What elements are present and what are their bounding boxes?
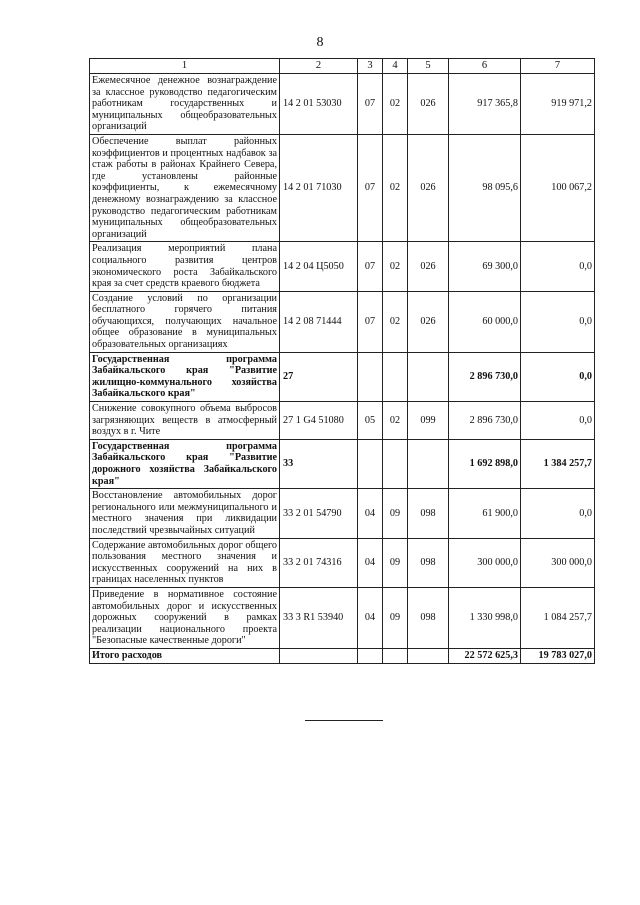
- cell-code: 14 2 04 Ц5050: [280, 242, 358, 291]
- cell-c3: 07: [358, 74, 383, 135]
- cell-c4: 02: [383, 134, 408, 241]
- header-row: [90, 59, 595, 74]
- footer-rule: [305, 720, 383, 721]
- cell-c3: 07: [358, 242, 383, 291]
- header-cell: 4: [383, 59, 408, 74]
- cell-name: Реализация мероприятий плана социального развития центров экономического роста Забайкальского края за счет средств краевого бюджета: [90, 242, 280, 291]
- cell-v6: 98 095,6: [449, 134, 521, 241]
- cell-v7: 1 084 257,7: [521, 587, 595, 648]
- cell-v6: 2 896 730,0: [449, 352, 521, 401]
- cell-c4: 02: [383, 402, 408, 440]
- cell-code: 27: [280, 352, 358, 401]
- total-row: [90, 648, 595, 663]
- cell-c4: [383, 439, 408, 488]
- cell-v6: 2 896 730,0: [449, 402, 521, 440]
- header-cell: 3: [358, 59, 383, 74]
- cell-c4: 09: [383, 489, 408, 538]
- table-row: [90, 538, 595, 587]
- cell-code: 33 2 01 74316: [280, 538, 358, 587]
- cell-code: 33 3 R1 53940: [280, 587, 358, 648]
- cell-code: 33 2 01 54790: [280, 489, 358, 538]
- cell-c5: 098: [408, 538, 449, 587]
- cell-v6: 300 000,0: [449, 538, 521, 587]
- cell-code: 33: [280, 439, 358, 488]
- page-number: 8: [316, 35, 324, 50]
- header-cell: 5: [408, 59, 449, 74]
- table-row: [90, 291, 595, 352]
- budget-table: [89, 58, 595, 664]
- cell-c3: 04: [358, 538, 383, 587]
- cell-c3: [358, 439, 383, 488]
- cell-v7: 0,0: [521, 242, 595, 291]
- cell-name: Создание условий по организации бесплатного горячего питания обучающихся, получающих начальное общее образование в муниципальных образовательных организациях: [90, 291, 280, 352]
- cell-v7: 0,0: [521, 352, 595, 401]
- table-row: [90, 74, 595, 135]
- table-row: [90, 439, 595, 488]
- table-row: [90, 134, 595, 241]
- cell-v6: 1 330 998,0: [449, 587, 521, 648]
- cell-name: Ежемесячное денежное вознаграждение за классное руководство педагогическим работникам государственных и муниципальных общеобразовательных организаций: [90, 74, 280, 135]
- cell-c4: 02: [383, 291, 408, 352]
- cell-name: Государственная программа Забайкальского края "Развитие дорожного хозяйства Забайкальского края": [90, 439, 280, 488]
- total-cell: 19 783 027,0: [521, 648, 595, 663]
- cell-v6: 1 692 898,0: [449, 439, 521, 488]
- cell-c5: 026: [408, 74, 449, 135]
- empty-cell: [408, 648, 449, 663]
- cell-v7: 100 067,2: [521, 134, 595, 241]
- table-row: [90, 242, 595, 291]
- cell-v7: 1 384 257,7: [521, 439, 595, 488]
- cell-v7: 0,0: [521, 489, 595, 538]
- cell-v7: 0,0: [521, 402, 595, 440]
- cell-code: 14 2 01 71030: [280, 134, 358, 241]
- cell-v7: 919 971,2: [521, 74, 595, 135]
- cell-c5: 026: [408, 134, 449, 241]
- header-cell: 2: [280, 59, 358, 74]
- cell-c4: 09: [383, 587, 408, 648]
- cell-c4: 02: [383, 74, 408, 135]
- cell-c5: 026: [408, 242, 449, 291]
- cell-c4: 09: [383, 538, 408, 587]
- cell-c3: [358, 352, 383, 401]
- cell-v7: 300 000,0: [521, 538, 595, 587]
- cell-name: Снижение совокупного объема выбросов загрязняющих веществ в атмосферный воздух в г. Чите: [90, 402, 280, 440]
- table-row: [90, 402, 595, 440]
- cell-c5: 026: [408, 291, 449, 352]
- cell-c3: 07: [358, 291, 383, 352]
- cell-v7: 0,0: [521, 291, 595, 352]
- cell-c5: [408, 439, 449, 488]
- cell-code: 14 2 08 71444: [280, 291, 358, 352]
- cell-c3: 05: [358, 402, 383, 440]
- table-row: [90, 352, 595, 401]
- cell-code: 27 1 G4 51080: [280, 402, 358, 440]
- cell-c4: [383, 352, 408, 401]
- cell-name: Содержание автомобильных дорог общего пользования местного значения и искусственных сооружений на них в границах населенных пунктов: [90, 538, 280, 587]
- header-cell: 7: [521, 59, 595, 74]
- cell-c5: 098: [408, 587, 449, 648]
- total-cell: 22 572 625,3: [449, 648, 521, 663]
- cell-code: 14 2 01 53030: [280, 74, 358, 135]
- cell-c3: 07: [358, 134, 383, 241]
- cell-v6: 917 365,8: [449, 74, 521, 135]
- empty-cell: [280, 648, 358, 663]
- cell-c5: 098: [408, 489, 449, 538]
- total-cell: Итого расходов: [90, 648, 280, 663]
- cell-name: Государственная программа Забайкальского края "Развитие жилищно-коммунального хозяйства Забайкальского края": [90, 352, 280, 401]
- header-cell: 6: [449, 59, 521, 74]
- cell-name: Приведение в нормативное состояние автомобильных дорог и искусственных дорожных сооружений в рамках реализации национального проекта "Безопасные качественные дороги": [90, 587, 280, 648]
- header-cell: 1: [90, 59, 280, 74]
- cell-c3: 04: [358, 587, 383, 648]
- empty-cell: [358, 648, 383, 663]
- cell-name: Обеспечение выплат районных коэффициентов и процентных надбавок за стаж работы в районах Крайнего Севера, где установлены районные коэффициенты, к ежемесячному денежному вознаграждению за классное руководство педагогическим работникам муниципальных общеобразовательных организаций: [90, 134, 280, 241]
- table-row: [90, 489, 595, 538]
- cell-c5: 099: [408, 402, 449, 440]
- cell-v6: 60 000,0: [449, 291, 521, 352]
- empty-cell: [383, 648, 408, 663]
- cell-c5: [408, 352, 449, 401]
- cell-v6: 61 900,0: [449, 489, 521, 538]
- cell-v6: 69 300,0: [449, 242, 521, 291]
- cell-name: Восстановление автомобильных дорог регионального или межмуниципального и местного значения при ликвидации последствий чрезвычайных ситуаций: [90, 489, 280, 538]
- table-row: [90, 587, 595, 648]
- cell-c4: 02: [383, 242, 408, 291]
- cell-c3: 04: [358, 489, 383, 538]
